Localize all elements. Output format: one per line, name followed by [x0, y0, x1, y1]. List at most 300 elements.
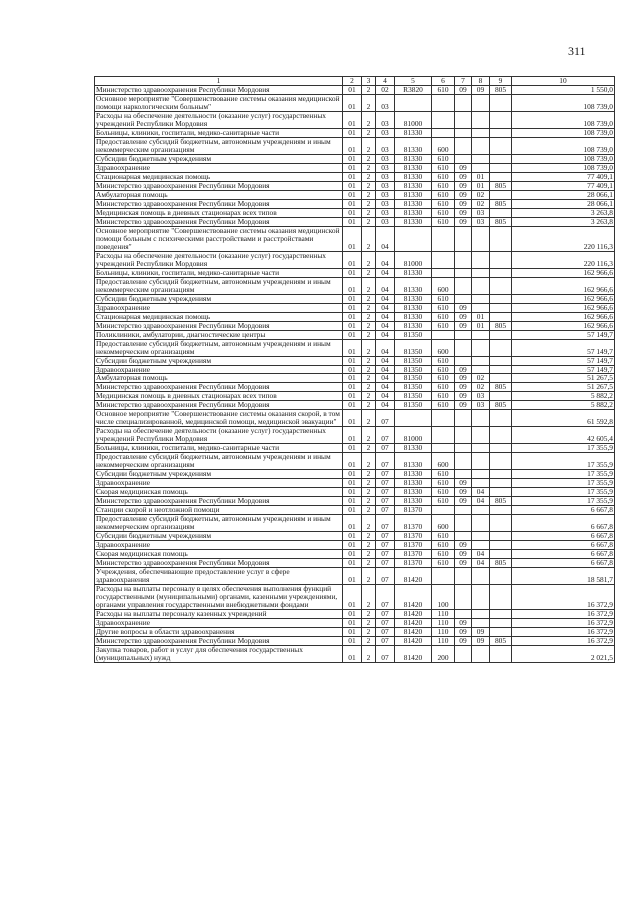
row-name: Министерство здравоохранения Республики Мордовия	[95, 401, 343, 410]
ministry-code	[490, 488, 512, 497]
section-code: 09	[455, 619, 472, 628]
section-code: 09	[455, 497, 472, 506]
expense-type	[432, 330, 455, 339]
amount: 17 355,9	[512, 470, 615, 479]
measure-code: 07	[376, 497, 395, 506]
subsection-code	[472, 506, 490, 515]
expense-type: 610	[432, 532, 455, 541]
table-row	[95, 619, 615, 628]
subprogram-code: 2	[362, 637, 376, 646]
expense-type	[432, 251, 455, 268]
subsection-code: 03	[472, 217, 490, 226]
ministry-code	[490, 268, 512, 277]
section-code: 09	[455, 392, 472, 401]
subprogram-code: 2	[362, 506, 376, 515]
ministry-code	[490, 111, 512, 128]
ministry-code	[490, 208, 512, 217]
table-row	[95, 453, 615, 470]
amount: 57 149,7	[512, 365, 615, 374]
subprogram-code: 2	[362, 470, 376, 479]
expense-type: 110	[432, 619, 455, 628]
expense-type: 610	[432, 321, 455, 330]
expense-type: 610	[432, 488, 455, 497]
row-name: Стационарная медицинская помощь	[95, 172, 343, 181]
program-code: 01	[343, 410, 362, 427]
ministry-code	[490, 515, 512, 532]
expense-type: 610	[432, 208, 455, 217]
measure-code: 07	[376, 568, 395, 585]
subsection-code	[472, 251, 490, 268]
section-code	[455, 427, 472, 444]
ministry-code	[490, 172, 512, 181]
program-code: 01	[343, 497, 362, 506]
row-name: Расходы на выплаты персоналу казенных учреждений	[95, 610, 343, 619]
program-code: 01	[343, 392, 362, 401]
expense-type: 610	[432, 374, 455, 383]
program-code: 01	[343, 401, 362, 410]
row-name: Субсидии бюджетным учреждениям	[95, 294, 343, 303]
direction-code: 81330	[395, 312, 432, 321]
direction-code: 81000	[395, 111, 432, 128]
expense-type: 600	[432, 515, 455, 532]
table-row	[95, 637, 615, 646]
direction-code: 81350	[395, 383, 432, 392]
measure-code: 07	[376, 619, 395, 628]
row-name: Здравоохранение	[95, 303, 343, 312]
row-name: Больницы, клиники, госпитали, медико-санитарные части	[95, 268, 343, 277]
subsection-code: 04	[472, 559, 490, 568]
section-code	[455, 568, 472, 585]
direction-code: 81330	[395, 172, 432, 181]
subprogram-code: 2	[362, 172, 376, 181]
subsection-code	[472, 128, 490, 137]
expense-type: 600	[432, 137, 455, 154]
amount: 3 263,8	[512, 217, 615, 226]
subsection-code	[472, 365, 490, 374]
subsection-code	[472, 568, 490, 585]
table-row	[95, 172, 615, 181]
expense-type: 610	[432, 172, 455, 181]
amount: 16 372,9	[512, 585, 615, 610]
measure-code: 07	[376, 532, 395, 541]
section-code	[455, 646, 472, 663]
table-row	[95, 277, 615, 294]
section-code	[455, 453, 472, 470]
row-name: Субсидии бюджетным учреждениям	[95, 356, 343, 365]
subprogram-code: 2	[362, 190, 376, 199]
direction-code: 81330	[395, 128, 432, 137]
row-name: Предоставление субсидий бюджетным, автономным учреждениям и иным некоммерческим организациям	[95, 515, 343, 532]
expense-type: 610	[432, 163, 455, 172]
expense-type: 610	[432, 181, 455, 190]
subprogram-code: 2	[362, 392, 376, 401]
table-row	[95, 646, 615, 663]
program-code: 01	[343, 568, 362, 585]
subprogram-code: 2	[362, 128, 376, 137]
section-code	[455, 251, 472, 268]
ministry-code	[490, 94, 512, 111]
row-name: Министерство здравоохранения Республики Мордовия	[95, 383, 343, 392]
row-name: Учреждения, обеспечивающие предоставление услуг в сфере здравоохранения	[95, 568, 343, 585]
program-code: 01	[343, 506, 362, 515]
table-row	[95, 251, 615, 268]
measure-code: 04	[376, 321, 395, 330]
subsection-code: 02	[472, 383, 490, 392]
amount: 57 149,7	[512, 356, 615, 365]
expense-type: 610	[432, 312, 455, 321]
table-row	[95, 444, 615, 453]
amount: 18 581,7	[512, 568, 615, 585]
program-code: 01	[343, 515, 362, 532]
measure-code: 04	[376, 383, 395, 392]
program-code: 01	[343, 163, 362, 172]
table-row	[95, 585, 615, 610]
ministry-code	[490, 619, 512, 628]
amount: 16 372,9	[512, 619, 615, 628]
ministry-code	[490, 646, 512, 663]
table-row	[95, 479, 615, 488]
row-name: Основное мероприятие "Совершенствование системы оказания скорой, в том числе специализированной, медицинской помощи, медицинской эвакуации"	[95, 410, 343, 427]
direction-code: 81370	[395, 515, 432, 532]
row-name: Министерство здравоохранения Республики Мордовия	[95, 86, 343, 95]
subsection-code	[472, 303, 490, 312]
table-row	[95, 137, 615, 154]
subprogram-code: 2	[362, 365, 376, 374]
subsection-code	[472, 163, 490, 172]
ministry-code	[490, 330, 512, 339]
table-row	[95, 559, 615, 568]
ministry-code	[490, 137, 512, 154]
subsection-code	[472, 94, 490, 111]
subsection-code	[472, 532, 490, 541]
measure-code: 07	[376, 427, 395, 444]
program-code: 01	[343, 444, 362, 453]
row-name: Основное мероприятие "Совершенствование системы оказания медицинской помощи наркологическим больным"	[95, 94, 343, 111]
amount: 220 116,3	[512, 226, 615, 251]
row-name: Больницы, клиники, госпитали, медико-санитарные части	[95, 444, 343, 453]
program-code: 01	[343, 479, 362, 488]
subsection-code	[472, 444, 490, 453]
ministry-code	[490, 568, 512, 585]
program-code: 01	[343, 365, 362, 374]
ministry-code: 805	[490, 217, 512, 226]
direction-code: 81330	[395, 154, 432, 163]
amount: 51 267,5	[512, 374, 615, 383]
section-code: 09	[455, 163, 472, 172]
program-code: 01	[343, 181, 362, 190]
row-name: Министерство здравоохранения Республики Мордовия	[95, 199, 343, 208]
program-code: 01	[343, 427, 362, 444]
section-code: 09	[455, 401, 472, 410]
direction-code: 81330	[395, 479, 432, 488]
column-header-9: 9	[490, 77, 512, 86]
section-code	[455, 410, 472, 427]
expense-type	[432, 410, 455, 427]
measure-code: 07	[376, 646, 395, 663]
ministry-code	[490, 277, 512, 294]
table-row	[95, 330, 615, 339]
measure-code: 03	[376, 154, 395, 163]
amount: 28 066,1	[512, 199, 615, 208]
expense-type: 610	[432, 190, 455, 199]
section-code	[455, 610, 472, 619]
section-code	[455, 294, 472, 303]
direction-code: 81420	[395, 646, 432, 663]
ministry-code	[490, 251, 512, 268]
expense-type: 610	[432, 356, 455, 365]
measure-code: 04	[376, 268, 395, 277]
section-code: 09	[455, 190, 472, 199]
direction-code: 81330	[395, 208, 432, 217]
amount: 6 667,8	[512, 506, 615, 515]
ministry-code: 805	[490, 401, 512, 410]
subsection-code: 09	[472, 628, 490, 637]
row-name: Предоставление субсидий бюджетным, автономным учреждениям и иным некоммерческим организациям	[95, 339, 343, 356]
row-name: Скорая медицинская помощь	[95, 550, 343, 559]
row-name: Предоставление субсидий бюджетным, автономным учреждениям и иным некоммерческим организациям	[95, 453, 343, 470]
expense-type: 610	[432, 154, 455, 163]
subprogram-code: 2	[362, 515, 376, 532]
section-code: 09	[455, 550, 472, 559]
amount: 77 409,1	[512, 181, 615, 190]
table-row	[95, 488, 615, 497]
program-code: 01	[343, 550, 362, 559]
subsection-code	[472, 111, 490, 128]
program-code: 01	[343, 128, 362, 137]
row-name: Расходы на обеспечение деятельности (оказание услуг) государственных учреждений Республики Мордовия	[95, 251, 343, 268]
row-name: Здравоохранение	[95, 479, 343, 488]
subsection-code	[472, 356, 490, 365]
subprogram-code: 2	[362, 559, 376, 568]
subsection-code: 09	[472, 86, 490, 95]
program-code: 01	[343, 453, 362, 470]
table-row	[95, 427, 615, 444]
subprogram-code: 2	[362, 453, 376, 470]
program-code: 01	[343, 94, 362, 111]
ministry-code	[490, 339, 512, 356]
measure-code: 04	[376, 392, 395, 401]
program-code: 01	[343, 226, 362, 251]
row-name: Министерство здравоохранения Республики Мордовия	[95, 637, 343, 646]
amount: 162 966,6	[512, 312, 615, 321]
program-code: 01	[343, 646, 362, 663]
column-header-4: 4	[376, 77, 395, 86]
measure-code: 04	[376, 339, 395, 356]
subsection-code: 02	[472, 199, 490, 208]
subprogram-code: 2	[362, 488, 376, 497]
direction-code: 81330	[395, 163, 432, 172]
section-code: 09	[455, 628, 472, 637]
amount: 108 739,0	[512, 128, 615, 137]
table-row	[95, 628, 615, 637]
table-header	[95, 77, 615, 86]
ministry-code	[490, 128, 512, 137]
ministry-code	[490, 365, 512, 374]
row-name: Субсидии бюджетным учреждениям	[95, 154, 343, 163]
expense-type: 600	[432, 277, 455, 294]
program-code: 01	[343, 137, 362, 154]
subsection-code: 03	[472, 208, 490, 217]
expense-type	[432, 226, 455, 251]
program-code: 01	[343, 374, 362, 383]
program-code: 01	[343, 532, 362, 541]
subsection-code	[472, 277, 490, 294]
ministry-code	[490, 392, 512, 401]
section-code	[455, 111, 472, 128]
subprogram-code: 2	[362, 330, 376, 339]
expense-type: 610	[432, 383, 455, 392]
ministry-code	[490, 374, 512, 383]
amount: 6 667,8	[512, 515, 615, 532]
section-code: 09	[455, 321, 472, 330]
table-row	[95, 401, 615, 410]
ministry-code	[490, 532, 512, 541]
amount: 108 739,0	[512, 154, 615, 163]
subsection-code	[472, 410, 490, 427]
subsection-code	[472, 479, 490, 488]
ministry-code: 805	[490, 637, 512, 646]
expense-type	[432, 444, 455, 453]
section-code	[455, 268, 472, 277]
direction-code: 81420	[395, 585, 432, 610]
measure-code: 07	[376, 506, 395, 515]
subprogram-code: 2	[362, 277, 376, 294]
program-code: 01	[343, 356, 362, 365]
subsection-code: 01	[472, 181, 490, 190]
row-name: Министерство здравоохранения Республики Мордовия	[95, 321, 343, 330]
ministry-code	[490, 410, 512, 427]
subsection-code	[472, 330, 490, 339]
direction-code: 81350	[395, 330, 432, 339]
expense-type: 610	[432, 199, 455, 208]
page-number: 311	[568, 44, 586, 58]
subprogram-code: 2	[362, 217, 376, 226]
expense-type: 610	[432, 303, 455, 312]
program-code: 01	[343, 628, 362, 637]
direction-code: 81330	[395, 217, 432, 226]
ministry-code	[490, 163, 512, 172]
expense-type	[432, 94, 455, 111]
measure-code: 03	[376, 94, 395, 111]
section-code: 09	[455, 217, 472, 226]
table-row	[95, 374, 615, 383]
direction-code: 81330	[395, 444, 432, 453]
measure-code: 07	[376, 585, 395, 610]
subprogram-code: 2	[362, 646, 376, 663]
expense-type: 200	[432, 646, 455, 663]
section-code	[455, 94, 472, 111]
ministry-code: 805	[490, 86, 512, 95]
direction-code: 81370	[395, 550, 432, 559]
row-name: Амбулаторная помощь	[95, 190, 343, 199]
row-name: Министерство здравоохранения Республики Мордовия	[95, 217, 343, 226]
expense-type: 610	[432, 217, 455, 226]
subprogram-code: 2	[362, 86, 376, 95]
expense-type	[432, 268, 455, 277]
subsection-code: 04	[472, 488, 490, 497]
measure-code: 07	[376, 637, 395, 646]
subsection-code: 04	[472, 497, 490, 506]
subprogram-code: 2	[362, 208, 376, 217]
subprogram-code: 2	[362, 268, 376, 277]
measure-code: 04	[376, 303, 395, 312]
row-name: Медицинская помощь в дневных стационарах всех типов	[95, 392, 343, 401]
program-code: 01	[343, 199, 362, 208]
section-code	[455, 277, 472, 294]
section-code	[455, 330, 472, 339]
expense-type: 610	[432, 470, 455, 479]
budget-table	[94, 76, 615, 663]
section-code: 09	[455, 181, 472, 190]
direction-code: 81330	[395, 190, 432, 199]
measure-code: 03	[376, 163, 395, 172]
ministry-code	[490, 190, 512, 199]
subsection-code: 01	[472, 312, 490, 321]
table-row	[95, 303, 615, 312]
section-code	[455, 470, 472, 479]
program-code: 01	[343, 585, 362, 610]
ministry-code	[490, 154, 512, 163]
section-code	[455, 339, 472, 356]
ministry-code	[490, 610, 512, 619]
expense-type	[432, 506, 455, 515]
table-row	[95, 163, 615, 172]
subprogram-code: 2	[362, 199, 376, 208]
amount: 16 372,9	[512, 637, 615, 646]
direction-code: 81330	[395, 137, 432, 154]
measure-code: 04	[376, 277, 395, 294]
measure-code: 03	[376, 172, 395, 181]
subsection-code	[472, 453, 490, 470]
ministry-code	[490, 479, 512, 488]
program-code: 01	[343, 251, 362, 268]
subprogram-code: 2	[362, 294, 376, 303]
measure-code: 07	[376, 559, 395, 568]
table-row	[95, 190, 615, 199]
ministry-code	[490, 453, 512, 470]
measure-code: 03	[376, 190, 395, 199]
subprogram-code: 2	[362, 401, 376, 410]
table-row	[95, 208, 615, 217]
table-row	[95, 497, 615, 506]
subprogram-code: 2	[362, 628, 376, 637]
subsection-code	[472, 619, 490, 628]
measure-code: 03	[376, 217, 395, 226]
subprogram-code: 2	[362, 541, 376, 550]
direction-code: 81350	[395, 365, 432, 374]
ministry-code	[490, 506, 512, 515]
program-code: 01	[343, 637, 362, 646]
ministry-code: 805	[490, 181, 512, 190]
subsection-code: 02	[472, 374, 490, 383]
direction-code: R3820	[395, 86, 432, 95]
table-row	[95, 383, 615, 392]
row-name: Другие вопросы в области здравоохранения	[95, 628, 343, 637]
measure-code: 07	[376, 470, 395, 479]
table-row	[95, 610, 615, 619]
table-row	[95, 181, 615, 190]
amount: 57 149,7	[512, 339, 615, 356]
table-row	[95, 128, 615, 137]
section-code: 09	[455, 172, 472, 181]
subsection-code	[472, 515, 490, 532]
table-row	[95, 532, 615, 541]
amount: 51 267,5	[512, 383, 615, 392]
subsection-code	[472, 470, 490, 479]
measure-code: 07	[376, 515, 395, 532]
program-code: 01	[343, 339, 362, 356]
table-row	[95, 568, 615, 585]
